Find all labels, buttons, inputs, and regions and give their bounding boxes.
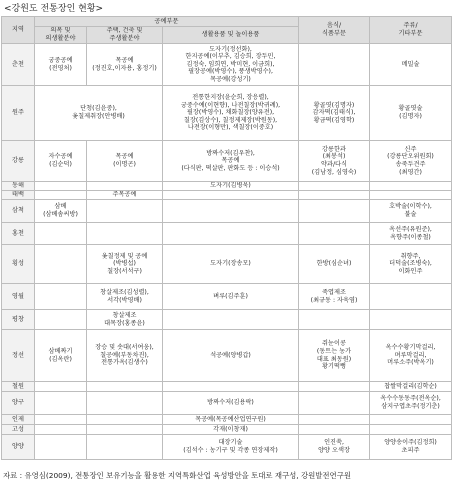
cell-food xyxy=(299,310,370,330)
cell-alcohol xyxy=(370,284,452,310)
cell-alcohol: 옥수수황기막걸리, 며루막걸리, 머루소주(박옥기) xyxy=(370,330,452,382)
table-row xyxy=(2,284,452,310)
cell-region: 양양 xyxy=(2,435,35,460)
cell-alcohol: 신주 (강릉단오위원회) 송죽두견주 (최영간) xyxy=(370,141,452,182)
cell-region: 횡성 xyxy=(2,245,35,284)
cell-living xyxy=(163,200,299,223)
cell-food xyxy=(299,392,370,415)
cell-clothing xyxy=(35,415,87,425)
cell-residence xyxy=(87,382,163,392)
cell-residence xyxy=(87,415,163,425)
cell-living: 전통한지장(윤순희, 장응렬), 궁중수예(이현향), 나전칠장(박귀례), 필장(박영수), 채화칠장(양유전), 칠장(김상수), 칠정제제장(박원동), 나전장(이형만), 색칠장(이중호) xyxy=(163,86,299,141)
cell-food: 황골엿(김명자) 감자떡(김태식), 황금떡(김영학) xyxy=(299,86,370,141)
cell-living: 방짜수저(김용락) xyxy=(163,392,299,415)
cell-region: 홍천 xyxy=(2,223,35,245)
cell-region: 인제 xyxy=(2,415,35,425)
cell-region: 강릉 xyxy=(2,141,35,182)
header-alcohol: 주류/ 기타부문 xyxy=(370,17,452,44)
artisan-table xyxy=(1,16,452,460)
cell-residence xyxy=(87,392,163,415)
cell-living xyxy=(163,191,299,200)
header-food: 음식/ 식품부문 xyxy=(299,17,370,44)
header-craft: 공예부문 xyxy=(35,17,299,27)
header-region: 지역 xyxy=(2,17,35,44)
cell-clothing: 삼베 (삼베솜씨방) xyxy=(35,200,87,223)
cell-living: 목공예(목공예산업연구원) xyxy=(163,415,299,425)
table-title: <강원도 전통장인 현황> xyxy=(4,4,104,14)
cell-alcohol: 찹쌀막걸리(김학순) xyxy=(370,382,452,392)
cell-food: 한방(심순녀) xyxy=(299,245,370,284)
cell-alcohol xyxy=(370,415,452,425)
cell-clothing: 삼베짜기 (김옥란) xyxy=(35,330,87,382)
cell-alcohol xyxy=(370,310,452,330)
cell-alcohol: 옥선주(유원준), 옥향주(이종철) xyxy=(370,223,452,245)
header-living: 생활용품 및 놀이용품 xyxy=(163,27,299,44)
cell-residence: 장승 및 솟대(서여웅), 칠공예(부동차진), 전통가옥(김생수) xyxy=(87,330,163,382)
table-row xyxy=(2,223,452,245)
cell-clothing: 자수공예 (김순덕) xyxy=(35,141,87,182)
cell-region: 정선 xyxy=(2,330,35,382)
cell-food xyxy=(299,415,370,425)
table-row xyxy=(2,330,452,382)
cell-residence xyxy=(87,200,163,223)
cell-region: 춘천 xyxy=(2,44,35,86)
cell-food xyxy=(299,382,370,392)
cell-alcohol xyxy=(370,425,452,435)
cell-region: 철원 xyxy=(2,382,35,392)
cell-clothing xyxy=(35,392,87,415)
header-clothing: 의복 및 의생활분야 xyxy=(35,27,87,44)
cell-clothing xyxy=(35,245,87,284)
table-row xyxy=(2,44,452,86)
cell-clothing xyxy=(35,310,87,330)
cell-food: 강릉한과 (최봉석) 약과/다식 (김남정, 심영숙) xyxy=(299,141,370,182)
table-row xyxy=(2,392,452,415)
cell-living: 각재(이창재) xyxy=(163,425,299,435)
cell-region: 평창 xyxy=(2,310,35,330)
cell-region: 동해 xyxy=(2,182,35,191)
cell-alcohol: 양양송이주(김정희) 초피주 xyxy=(370,435,452,460)
cell-clothing xyxy=(35,382,87,392)
cell-residence: 창살제조 대목장(홍종윤) xyxy=(87,310,163,330)
cell-alcohol xyxy=(370,182,452,191)
table-row xyxy=(2,435,452,460)
cell-food: 인진쑥, 양양 오색장 xyxy=(299,435,370,460)
cell-alcohol: 호박술(이학수), 불술 xyxy=(370,200,452,223)
table-row xyxy=(2,310,452,330)
cell-residence: 목공예 (이명곤) xyxy=(87,141,163,182)
cell-food xyxy=(299,44,370,86)
cell-residence xyxy=(87,182,163,191)
cell-clothing xyxy=(35,284,87,310)
cell-clothing xyxy=(35,191,87,200)
cell-living: 벼루(김주훈) xyxy=(163,284,299,310)
cell-region: 양구 xyxy=(2,392,35,415)
cell-residence: 창살제조(김성렬), 서각(박영배) xyxy=(87,284,163,310)
cell-alcohol: 황골엿술 (김명자) xyxy=(370,86,452,141)
cell-food xyxy=(299,191,370,200)
cell-clothing xyxy=(35,435,87,460)
table-row xyxy=(2,425,452,435)
cell-living: 대장기술 (김석수 : 농기구 및 각종 연장제작) xyxy=(163,435,299,460)
cell-living: 도자기(정선화), 한지공예(이부추, 김승희, 장두민, 김정숙, 임희연, 박미현, 이금희), 필장공예(박영수), 풍생박영수), 목공예(강성기) xyxy=(163,44,299,86)
table-row xyxy=(2,415,452,425)
cell-living xyxy=(163,223,299,245)
cell-alcohol xyxy=(370,191,452,200)
cell-region: 영월 xyxy=(2,284,35,310)
cell-residence: 목공예 (정진호,이자용, 홍정기) xyxy=(87,44,163,86)
cell-living xyxy=(163,382,299,392)
cell-clothing xyxy=(35,425,87,435)
cell-clothing-residence: 단청(김윤중), 옻칠제취장(안병배) xyxy=(35,86,163,141)
cell-food xyxy=(299,182,370,191)
table-row xyxy=(2,182,452,191)
table-row xyxy=(2,382,452,392)
cell-region: 삼척 xyxy=(2,200,35,223)
table-row xyxy=(2,245,452,284)
cell-living: 도자기(김병욱) xyxy=(163,182,299,191)
header-residence: 주택, 건축 및 주생활분야 xyxy=(87,27,163,44)
cell-living: 석공예(양병갑) xyxy=(163,330,299,382)
cell-alcohol: 취향주, 더덕술(조병숙), 이화인주 xyxy=(370,245,452,284)
cell-residence: 옻칠정제 및 공예 (박병섭) 칠장(서석구) xyxy=(87,245,163,284)
cell-alcohol: 옥수수동동주(전옥순), 삼지구엽초주(정기춘) xyxy=(370,392,452,415)
table-row xyxy=(2,191,452,200)
cell-region: 원주 xyxy=(2,86,35,141)
cell-food xyxy=(299,425,370,435)
table-row xyxy=(2,86,452,141)
table-row xyxy=(2,200,452,223)
cell-residence xyxy=(87,223,163,245)
source-note: 자료 : 유영심(2009), 전통장인 보유기능을 활용한 지역특화산업 육성방안을 토대로 재구성, 강원발전연구원 xyxy=(3,471,351,480)
cell-region: 태백 xyxy=(2,191,35,200)
cell-alcohol: 메밀술 xyxy=(370,44,452,86)
cell-residence xyxy=(87,425,163,435)
cell-residence xyxy=(87,435,163,460)
cell-living: 방짜수저(김우찬), 목공예 (다식판, 떡살판, 판화도 등 : 이승석) xyxy=(163,141,299,182)
cell-food xyxy=(299,200,370,223)
cell-living: 도자기(장송모) xyxy=(163,245,299,284)
cell-clothing: 궁중공예 (전영처) xyxy=(35,44,87,86)
cell-living xyxy=(163,310,299,330)
cell-food: 쥐눈이콩 (동트는 농가 대표 최동원) 황기떡뻥 xyxy=(299,330,370,382)
table-row xyxy=(2,141,452,182)
cell-clothing xyxy=(35,223,87,245)
cell-clothing xyxy=(35,182,87,191)
cell-residence: 주목공예 xyxy=(87,191,163,200)
cell-food: 죽엽제조 (최규동 : 자욱염) xyxy=(299,284,370,310)
cell-food xyxy=(299,223,370,245)
cell-region: 고성 xyxy=(2,425,35,435)
